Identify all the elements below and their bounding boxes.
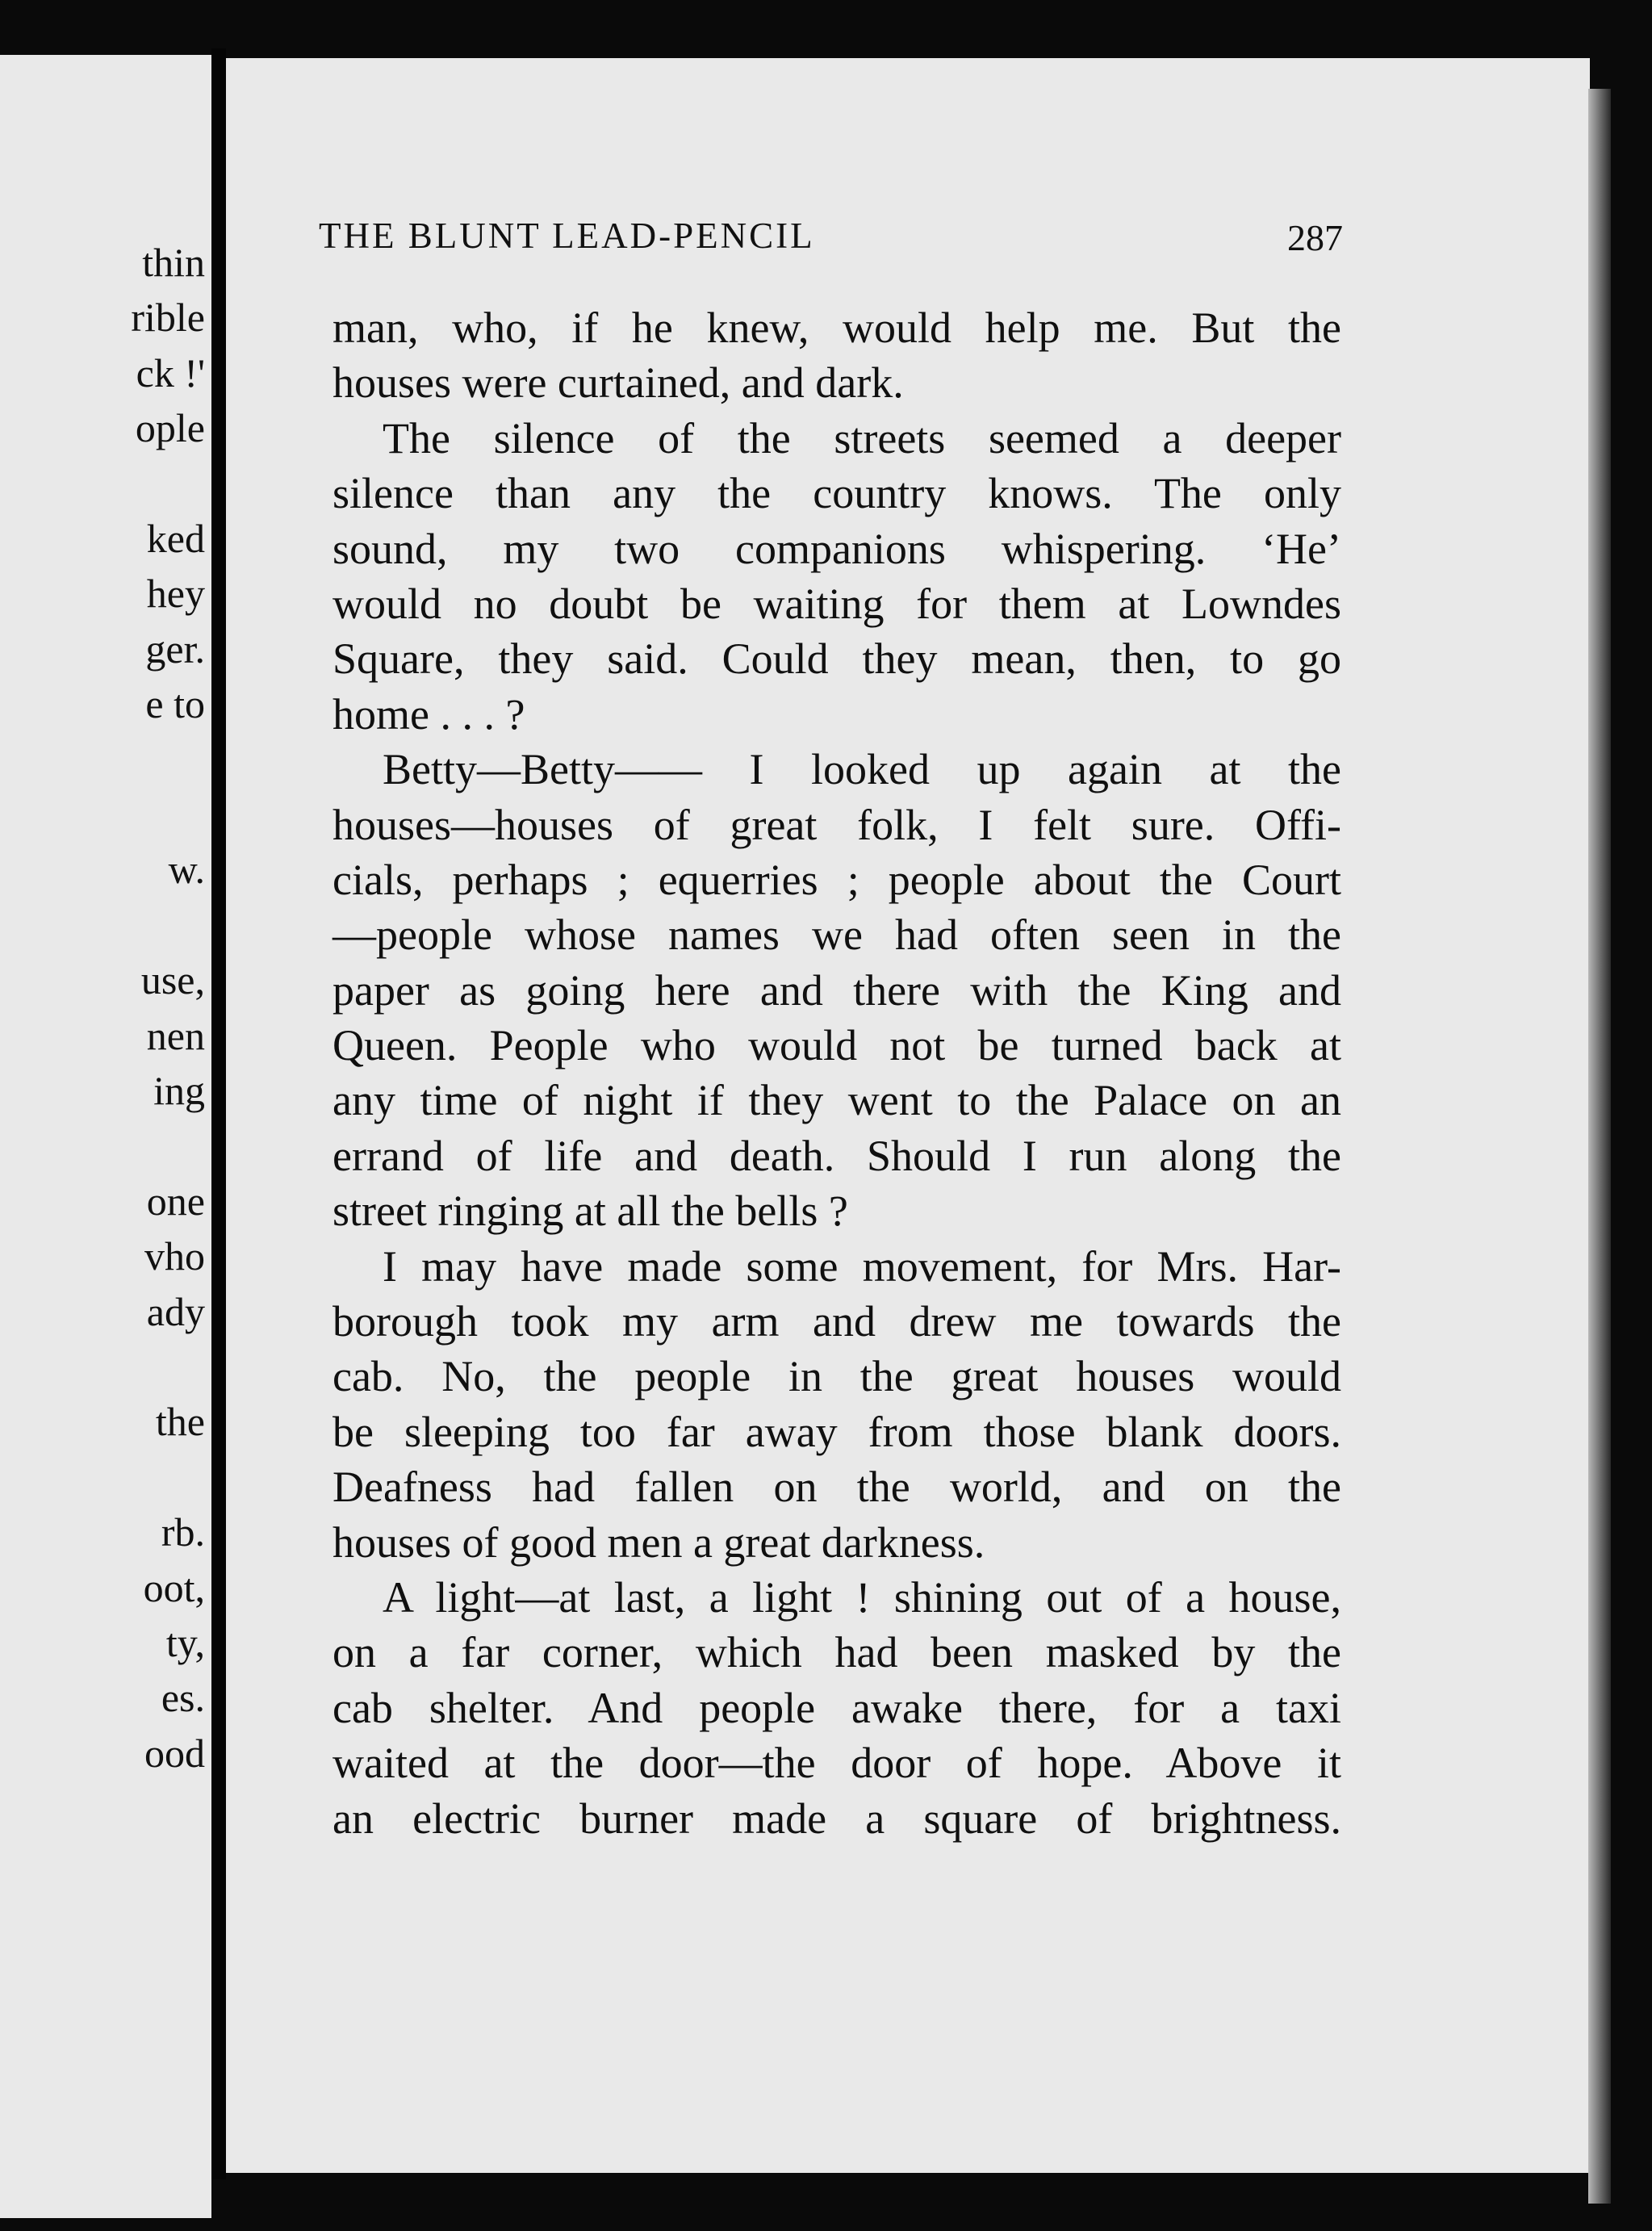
facing-page-line: rb.	[161, 1509, 205, 1555]
text-line: home . . . ?	[332, 689, 525, 739]
book-gutter	[211, 48, 226, 2179]
facing-page-line: rible	[131, 295, 205, 341]
text-line: A light—at last, a light ! shining out of a house,	[383, 1572, 1341, 1622]
text-line: errand of life and death. Should I run along the	[332, 1131, 1341, 1180]
text-line: waited at the door—the door of hope. Above it	[332, 1739, 1341, 1788]
text-line: cials, perhaps ; equerries ; people about the Court	[332, 855, 1341, 904]
facing-page-line: ood	[144, 1730, 205, 1776]
facing-page-line: ger.	[145, 626, 205, 672]
text-line: Square, they said. Could they mean, then, to go	[332, 634, 1341, 684]
text-line: Deafness had fallen on the world, and on the	[332, 1463, 1341, 1512]
text-line: houses—houses of great folk, I felt sure. Offi-	[332, 800, 1341, 849]
text-line: The silence of the streets seemed a deeper	[383, 413, 1341, 463]
text-line: on a far corner, which had been masked by the	[332, 1628, 1341, 1677]
facing-page-line: thin	[142, 240, 205, 285]
text-line: Queen. People who would not be turned back at	[332, 1021, 1341, 1070]
text-line: would no doubt be waiting for them at Lowndes	[332, 579, 1341, 628]
facing-page-line: ck !'	[136, 350, 205, 396]
facing-page-line: e to	[145, 681, 205, 727]
body-text	[332, 300, 1341, 1846]
text-line: be sleeping too far away from those blank doors.	[332, 1407, 1341, 1456]
facing-page-line: ty,	[165, 1620, 205, 1665]
text-line: paper as going here and there with the King and	[332, 965, 1341, 1015]
text-line: borough took my arm and drew me towards the	[332, 1297, 1341, 1346]
facing-page-line: es.	[161, 1675, 205, 1721]
text-line: cab. No, the people in the great houses would	[332, 1352, 1341, 1401]
text-line: Betty—Betty—— I looked up again at the	[383, 745, 1341, 794]
facing-page-line: hey	[146, 571, 205, 617]
facing-page	[0, 55, 211, 2218]
facing-page-line: ady	[146, 1288, 205, 1334]
text-line: man, who, if he knew, would help me. But the	[332, 303, 1341, 352]
text-line: any time of night if they went to the Palace on an	[332, 1076, 1341, 1125]
page-number: 287	[1287, 217, 1343, 258]
running-head: THE BLUNT LEAD-PENCIL	[319, 216, 815, 256]
text-line: houses were curtained, and dark.	[332, 358, 904, 408]
facing-page-line: the	[155, 1399, 205, 1445]
text-line: sound, my two companions whispering. ‘He’	[332, 524, 1341, 573]
text-line: —people whose names we had often seen in the	[332, 910, 1341, 960]
text-line: cab shelter. And people awake there, for a taxi	[332, 1683, 1341, 1732]
facing-page-line: ople	[135, 405, 205, 451]
text-line: street ringing at all the bells ?	[332, 1187, 848, 1236]
page-edge-shadow	[1588, 89, 1611, 2204]
facing-page-line: nen	[146, 1012, 205, 1058]
facing-page-line: oot,	[143, 1564, 205, 1610]
facing-page-line: one	[146, 1178, 205, 1224]
facing-page-line: vho	[144, 1233, 205, 1279]
text-line: houses of good men a great darkness.	[332, 1517, 985, 1567]
facing-page-line: ing	[153, 1068, 205, 1113]
facing-page-line: w.	[168, 847, 205, 893]
text-line: I may have made some movement, for Mrs. Har-	[383, 1241, 1341, 1291]
facing-page-line: use,	[140, 957, 205, 1003]
facing-page-line: ked	[146, 516, 205, 561]
text-line: an electric burner made a square of brightness.	[332, 1794, 1341, 1843]
text-line: silence than any the country knows. The only	[332, 469, 1341, 518]
